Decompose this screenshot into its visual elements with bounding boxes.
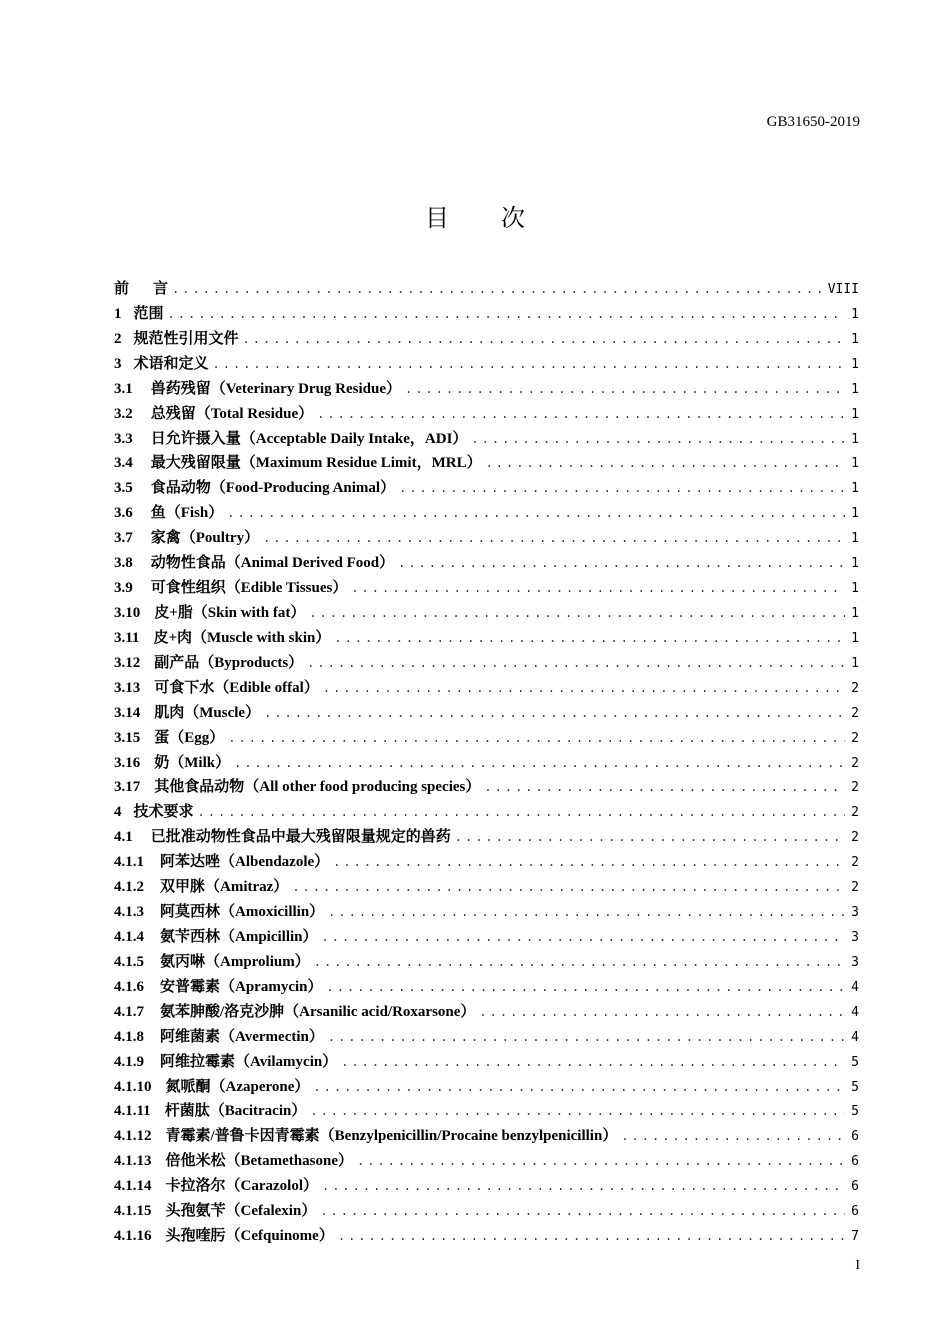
toc-entry-text: 范围	[133, 305, 164, 322]
toc-entry-number: 4.1.16	[114, 1228, 152, 1245]
toc-entry-number: 3.15	[114, 729, 141, 746]
dot-leader	[213, 352, 846, 377]
toc-entry-number: 3.10	[114, 604, 141, 621]
toc-entry[interactable]	[114, 377, 859, 402]
toc-entry-number: 4.1.1	[114, 854, 144, 871]
toc-page-number: 5	[851, 1054, 859, 1070]
dot-leader	[309, 601, 845, 626]
dot-leader	[341, 1050, 845, 1075]
toc-entry[interactable]	[114, 1149, 859, 1174]
toc-page-number: 3	[851, 905, 859, 921]
toc-page-number: 3	[851, 954, 859, 970]
toc-page-number: 3	[851, 929, 859, 945]
toc-entry-text: 前 言	[114, 281, 169, 297]
dot-leader	[198, 800, 846, 825]
toc-entry[interactable]	[114, 476, 859, 501]
toc-entry-text: 阿莫西林（Amoxicillin）	[160, 904, 325, 921]
toc-entry[interactable]	[114, 352, 859, 377]
toc-entry-text: 副产品（Byproducts）	[154, 654, 304, 671]
toc-entry[interactable]	[114, 1050, 859, 1075]
dot-leader	[399, 476, 845, 501]
dot-leader	[323, 676, 845, 701]
toc-entry[interactable]	[114, 975, 859, 1000]
toc-entry[interactable]	[114, 601, 859, 626]
toc-page-number: 2	[851, 780, 859, 796]
dot-leader	[479, 1000, 845, 1025]
toc-entry-text: 头孢喹肟（Cefquinome）	[165, 1228, 334, 1245]
toc-page-number: 1	[851, 506, 859, 522]
toc-entry-text: 头孢氨苄（Cefalexin）	[165, 1203, 317, 1220]
dot-leader	[333, 850, 845, 875]
toc-entry[interactable]	[114, 925, 859, 950]
dot-leader	[357, 1149, 845, 1174]
toc-entry-text: 鱼（Fish）	[150, 505, 224, 522]
toc-page-number: 1	[851, 406, 859, 422]
toc-entry[interactable]	[114, 1224, 859, 1249]
toc-entry-text: 氮哌酮（Azaperone）	[165, 1078, 310, 1095]
toc-page-number: 2	[851, 680, 859, 696]
dot-leader	[471, 427, 845, 452]
dot-leader	[322, 1174, 845, 1199]
toc-entry[interactable]	[114, 302, 859, 327]
toc-entry-text: 肌肉（Muscle）	[154, 704, 261, 721]
toc-entry-number: 4.1.7	[114, 1003, 144, 1020]
toc-entry[interactable]	[114, 775, 859, 800]
toc-entry[interactable]	[114, 451, 859, 476]
dot-leader	[455, 825, 845, 850]
dot-leader	[307, 651, 845, 676]
title-char-1: 目	[425, 206, 449, 232]
toc-entry-number: 3	[114, 355, 122, 372]
page-number: I	[855, 1258, 860, 1273]
dot-leader	[168, 302, 846, 327]
toc-entry-text: 总残留（Total Residue）	[150, 405, 314, 422]
toc-entry[interactable]	[114, 1099, 859, 1124]
toc-entry-number: 2	[114, 330, 122, 347]
toc-entry-number: 4.1.6	[114, 978, 144, 995]
dot-leader	[334, 626, 845, 651]
dot-leader	[310, 1099, 845, 1124]
toc-entry-number: 3.11	[114, 629, 140, 646]
toc-entry[interactable]	[114, 875, 859, 900]
toc-entry-number: 4.1.3	[114, 904, 144, 921]
page-title	[0, 198, 950, 233]
toc-page-number: 4	[851, 979, 859, 995]
toc-page-number: 4	[851, 1029, 859, 1045]
toc-entry[interactable]	[114, 526, 859, 551]
dot-leader	[172, 277, 822, 302]
toc-entry-text: 氨丙啉（Amprolium）	[160, 953, 310, 970]
toc-entry-number: 4.1.10	[114, 1078, 152, 1095]
toc-entry-text: 规范性引用文件	[133, 330, 239, 347]
toc-entry-number: 1	[114, 305, 122, 322]
toc-page-number: 1	[851, 356, 859, 372]
toc-entry-number: 4.1.12	[114, 1128, 152, 1145]
toc-page-number: 1	[851, 381, 859, 397]
toc-entry-number: 3.3	[114, 430, 133, 447]
toc-entry-number: 4.1.14	[114, 1178, 152, 1195]
toc-page-number: 1	[851, 456, 859, 472]
toc-entry[interactable]	[114, 1025, 859, 1050]
toc-page-number: 1	[851, 306, 859, 322]
toc-entry-number: 3.16	[114, 754, 141, 771]
toc-entry-number: 4.1.11	[114, 1103, 151, 1120]
toc-entry[interactable]	[114, 626, 859, 651]
toc-entry[interactable]	[114, 950, 859, 975]
toc-entry-number: 4.1	[114, 829, 133, 846]
toc-entry-text: 术语和定义	[133, 355, 209, 372]
toc-entry-text: 动物性食品（Animal Derived Food）	[150, 555, 395, 572]
toc-page-number: 7	[851, 1229, 859, 1245]
toc-entry-number: 3.14	[114, 704, 141, 721]
toc-entry-text: 阿维拉霉素（Avilamycin）	[160, 1053, 338, 1070]
toc-entry[interactable]	[114, 576, 859, 601]
toc-entry-text: 阿苯达唑（Albendazole）	[160, 854, 330, 871]
toc-entry-number: 4.1.8	[114, 1028, 144, 1045]
toc-entry[interactable]	[114, 751, 859, 776]
toc-entry-text: 可食性组织（Edible Tissues）	[150, 580, 348, 597]
toc-entry[interactable]	[114, 726, 859, 751]
dot-leader	[243, 327, 846, 352]
toc-entry-number: 3.8	[114, 555, 133, 572]
toc-entry-number: 3.13	[114, 679, 141, 696]
dot-leader	[621, 1124, 845, 1149]
dot-leader	[263, 526, 845, 551]
toc-page-number: 2	[851, 805, 859, 821]
dot-leader	[317, 402, 845, 427]
toc-entry-text: 氨苄西林（Ampicillin）	[160, 928, 318, 945]
toc-page-number: 5	[851, 1079, 859, 1095]
toc-page-number: 1	[851, 331, 859, 347]
dot-leader	[320, 1199, 845, 1224]
toc-entry[interactable]	[114, 1174, 859, 1199]
toc-entry-text: 奶（Milk）	[154, 754, 231, 771]
toc-entry-text: 皮+肉（Muscle with skin）	[153, 629, 331, 646]
dot-leader	[398, 551, 845, 576]
dot-leader	[313, 1075, 845, 1100]
toc-entry[interactable]	[114, 501, 859, 526]
toc-entry-number: 3.17	[114, 779, 141, 796]
toc-entry-text: 其他食品动物（All other food producing species）	[154, 779, 481, 796]
toc-entry[interactable]	[114, 402, 859, 427]
toc-entry-number: 4.1.9	[114, 1053, 144, 1070]
toc-page-number: VIII	[827, 282, 859, 297]
dot-leader	[486, 451, 846, 476]
toc-entry-text: 安普霉素（Apramycin）	[160, 978, 323, 995]
toc-entry[interactable]	[114, 850, 859, 875]
dot-leader	[228, 726, 845, 751]
toc-entry-text: 蛋（Egg）	[154, 729, 225, 746]
dot-leader	[328, 1025, 845, 1050]
toc-page-number: 1	[851, 630, 859, 646]
toc-entry-text: 杆菌肽（Bacitracin）	[164, 1103, 307, 1120]
dot-leader	[327, 975, 846, 1000]
toc-entry-text: 兽药残留（Veterinary Drug Residue）	[150, 380, 402, 397]
toc-entry-text: 技术要求	[133, 804, 194, 821]
toc-page-number: 1	[851, 431, 859, 447]
toc-entry-number: 4.1.5	[114, 953, 144, 970]
toc-entry-number: 3.12	[114, 654, 141, 671]
dot-leader	[405, 377, 845, 402]
toc-entry-text: 家禽（Poultry）	[150, 530, 260, 547]
toc-entry-number: 3.4	[114, 455, 133, 472]
toc-page-number: 2	[851, 855, 859, 871]
toc-entry-text: 皮+脂（Skin with fat）	[154, 604, 306, 621]
standard-code: GB31650-2019	[766, 114, 860, 130]
toc-entry[interactable]	[114, 551, 859, 576]
toc-entry-text: 倍他米松（Betamethasone）	[165, 1153, 353, 1170]
toc-page-number: 1	[851, 655, 859, 671]
toc-entry-number: 3.5	[114, 480, 133, 497]
toc-entry-text: 氨苯胂酸/洛克沙胂（Arsanilic acid/Roxarsone）	[160, 1003, 476, 1020]
toc-entry-text: 卡拉洛尔（Carazolol）	[165, 1178, 318, 1195]
toc-entry[interactable]	[114, 676, 859, 701]
toc-page-number: 2	[851, 755, 859, 771]
toc-page-number: 6	[851, 1129, 859, 1145]
dot-leader	[264, 701, 845, 726]
dot-leader	[338, 1224, 845, 1249]
toc-page-number: 2	[851, 880, 859, 896]
toc-page-number: 2	[851, 730, 859, 746]
toc-page-number: 2	[851, 830, 859, 846]
dot-leader	[292, 875, 845, 900]
toc-page-number: 6	[851, 1179, 859, 1195]
dot-leader	[314, 950, 845, 975]
dot-leader	[328, 900, 845, 925]
toc-entry-text: 青霉素/普鲁卡因青霉素（Benzylpenicillin/Procaine benzylpenicillin）	[165, 1128, 618, 1145]
toc-page-number: 1	[851, 605, 859, 621]
dot-leader	[322, 925, 846, 950]
toc-entry[interactable]	[114, 1075, 859, 1100]
dot-leader	[234, 751, 845, 776]
toc-page-number: 2	[851, 705, 859, 721]
toc-page-number: 5	[851, 1104, 859, 1120]
title-char-2: 次	[501, 206, 525, 232]
toc-entry-number: 4.1.15	[114, 1203, 152, 1220]
toc-entry-number: 4.1.13	[114, 1153, 152, 1170]
toc-page-number: 6	[851, 1154, 859, 1170]
toc-page-number: 1	[851, 531, 859, 547]
toc-page-number: 6	[851, 1204, 859, 1220]
toc-entry-text: 阿维菌素（Avermectin）	[160, 1028, 324, 1045]
toc-entry-text: 日允许摄入量（Acceptable Daily Intake，ADI）	[150, 430, 468, 447]
toc-entry[interactable]	[114, 427, 859, 452]
table-of-contents	[114, 277, 859, 1249]
toc-entry-number: 3.2	[114, 405, 133, 422]
toc-entry[interactable]	[114, 1124, 859, 1149]
toc-entry[interactable]	[114, 1199, 859, 1224]
toc-entry[interactable]	[114, 800, 859, 825]
toc-entry[interactable]	[114, 825, 859, 850]
toc-entry-number: 3.6	[114, 505, 133, 522]
toc-page-number: 4	[851, 1004, 859, 1020]
toc-entry-text: 可食下水（Edible offal）	[154, 679, 319, 696]
toc-entry-text: 双甲脒（Amitraz）	[160, 879, 289, 896]
dot-leader	[351, 576, 845, 601]
toc-entry-number: 3.7	[114, 530, 133, 547]
toc-entry-number: 4.1.4	[114, 928, 144, 945]
toc-page-number: 1	[851, 481, 859, 497]
toc-entry[interactable]	[114, 1000, 859, 1025]
toc-entry-number: 3.9	[114, 580, 133, 597]
toc-entry-foreword[interactable]	[114, 277, 859, 302]
toc-entry-number: 4.1.2	[114, 879, 144, 896]
toc-entry-number: 3.1	[114, 380, 133, 397]
toc-page-number: 1	[851, 556, 859, 572]
dot-leader	[227, 501, 845, 526]
toc-entry-text: 食品动物（Food-Producing Animal）	[150, 480, 396, 497]
toc-page-number: 1	[851, 581, 859, 597]
toc-entry[interactable]	[114, 900, 859, 925]
toc-entry[interactable]	[114, 327, 859, 352]
toc-entry-text: 已批准动物性食品中最大残留限量规定的兽药	[150, 829, 451, 846]
toc-entry-number: 4	[114, 804, 122, 821]
dot-leader	[484, 775, 845, 800]
toc-entry[interactable]	[114, 701, 859, 726]
toc-entry-text: 最大残留限量（Maximum Residue Limit，MRL）	[150, 455, 482, 472]
toc-entry[interactable]	[114, 651, 859, 676]
